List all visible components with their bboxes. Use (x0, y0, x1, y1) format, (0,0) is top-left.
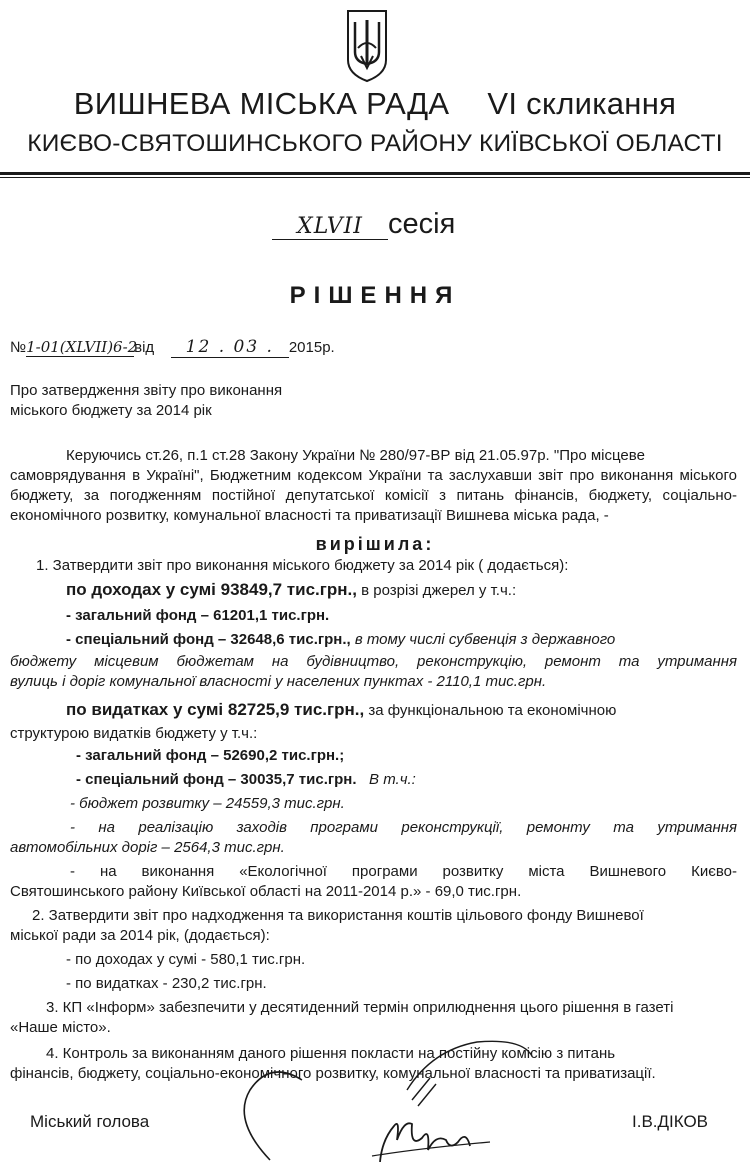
subject-line-1: Про затвердження звіту про виконання (10, 382, 283, 399)
income-special-fund (66, 630, 615, 650)
expense-special: - спеціальний фонд – 30035,7 тис.грн. (76, 771, 357, 788)
income-special-head: - спеціальний фонд – 32648,6 тис.грн., (66, 631, 351, 648)
signatory-name: І.В.ДІКОВ (632, 1112, 709, 1131)
expense-special-fund (76, 770, 416, 790)
income-tail: в розрізі джерел у т.ч.: (356, 582, 517, 599)
document-title: РІШЕННЯ (289, 282, 461, 309)
preamble-line-1: Керуючись ст.26, п.1 ст.28 Закону України № 280/97-ВР від 21.05.97р. "Про місцеве (66, 447, 645, 464)
income-general-fund: - загальний фонд – 61201,1 тис.грн. (66, 607, 330, 624)
preamble-line-4: економічного розвитку, комунальної власності та приватизації Вишнева міська рада, - (10, 507, 609, 524)
resolved-heading: вирішила: (315, 534, 435, 554)
decree-subject (10, 381, 282, 421)
council-header (0, 86, 750, 122)
expense-tail: за функціональною та економічною (364, 702, 617, 719)
item2-expense: - по видатках - 230,2 тис.грн. (66, 975, 267, 992)
roads-line-2: автомобільних доріг – 2564,3 тис.грн. (10, 839, 285, 856)
preamble-line-2: самоврядування в Україні", Бюджетним кодексом України та заслухавши звіт про виконання міського (10, 467, 737, 484)
header-rule-thick (0, 172, 750, 175)
item1-expense (66, 700, 616, 721)
item4-line-1: 4. Контроль за виконанням даного рішення покласти на постійну комісію з питань (46, 1045, 616, 1062)
item1-text: 1. Затвердити звіт про виконання міського бюджету за 2014 рік ( додається): (36, 557, 569, 574)
council-name: ВИШНЕВА МІСЬКА РАДА (73, 86, 450, 121)
subvention-line-3: вулиць і доріг комунальної власності у населених пунктах - 2110,1 тис.грн. (10, 673, 547, 690)
decree-year: 2015р. (288, 339, 335, 356)
eco-line-1: - на виконання «Екологічної програми розвитку міста Вишневого Києво- (70, 863, 737, 880)
session-line (272, 208, 455, 241)
decree-date: 12 . 03 . (171, 337, 289, 358)
item3-line-1: 3. КП «Інформ» забезпечити у десятиденний термін оприлюднення цього рішення в газеті (46, 999, 674, 1016)
header-rule-thin (0, 177, 750, 178)
convocation: VI скликання (487, 86, 677, 121)
income-head: по доходах у сумі 93849,7 тис.грн., (66, 580, 357, 599)
expense-head: по видатках у сумі 82725,9 тис.грн., (66, 700, 365, 719)
trident-emblem-icon (345, 8, 389, 84)
income-special-tail: в тому числі субвенція з державного (350, 631, 616, 648)
roads-line-1: - на реалізацію заходів програми реконструкції, ремонту та утримання (70, 819, 737, 836)
subject-line-2: міського бюджету за 2014 рік (10, 402, 212, 419)
item3-line-2: «Наше місто». (10, 1019, 111, 1036)
expense-general-fund: - загальний фонд – 52690,2 тис.грн.; (76, 747, 345, 764)
district-header: КИЄВО-СВЯТОШИНСЬКОГО РАЙОНУ КИЇВСЬКОЇ ОБЛАСТІ (27, 130, 723, 157)
development-budget: - бюджет розвитку – 24559,3 тис.грн. (70, 795, 345, 812)
preamble-line-3: бюджету, за погодженням постійної депутатської комісії з питань фінансів, бюджету, соціально- (10, 487, 737, 504)
item2-line-1: 2. Затвердити звіт про надходження та використання коштів цільового фонду Вишневої (32, 907, 644, 924)
expense-line-2: структурою видатків бюджету у т.ч.: (10, 725, 258, 742)
item2-income: - по доходах у сумі - 580,1 тис.грн. (66, 951, 306, 968)
item2-line-2: міської ради за 2014 рік, (додається): (10, 927, 270, 944)
subvention-line-2: бюджету місцевим бюджетам на будівництво, реконструкцію, ремонт та утримання (10, 653, 737, 670)
decree-line (10, 337, 335, 358)
session-label: сесія (388, 208, 456, 240)
handwritten-signature-icon (222, 1030, 552, 1162)
eco-line-2: Святошинського району Київської області на 2011-2014 р.» - 69,0 тис.грн. (10, 883, 522, 900)
item4-line-2: фінансів, бюджету, соціально-економічного розвитку, комунальної власності та приватизації. (10, 1065, 656, 1082)
decree-number: 1-01(XLVII)6-2 (26, 338, 138, 356)
item1-income (66, 580, 516, 601)
decree-from-label: від (134, 339, 155, 356)
signatory-position: Міський голова (30, 1112, 150, 1131)
expense-special-note: В т.ч.: (369, 771, 416, 788)
decree-num-prefix: № (10, 339, 27, 356)
session-number: XLVII (272, 214, 388, 240)
